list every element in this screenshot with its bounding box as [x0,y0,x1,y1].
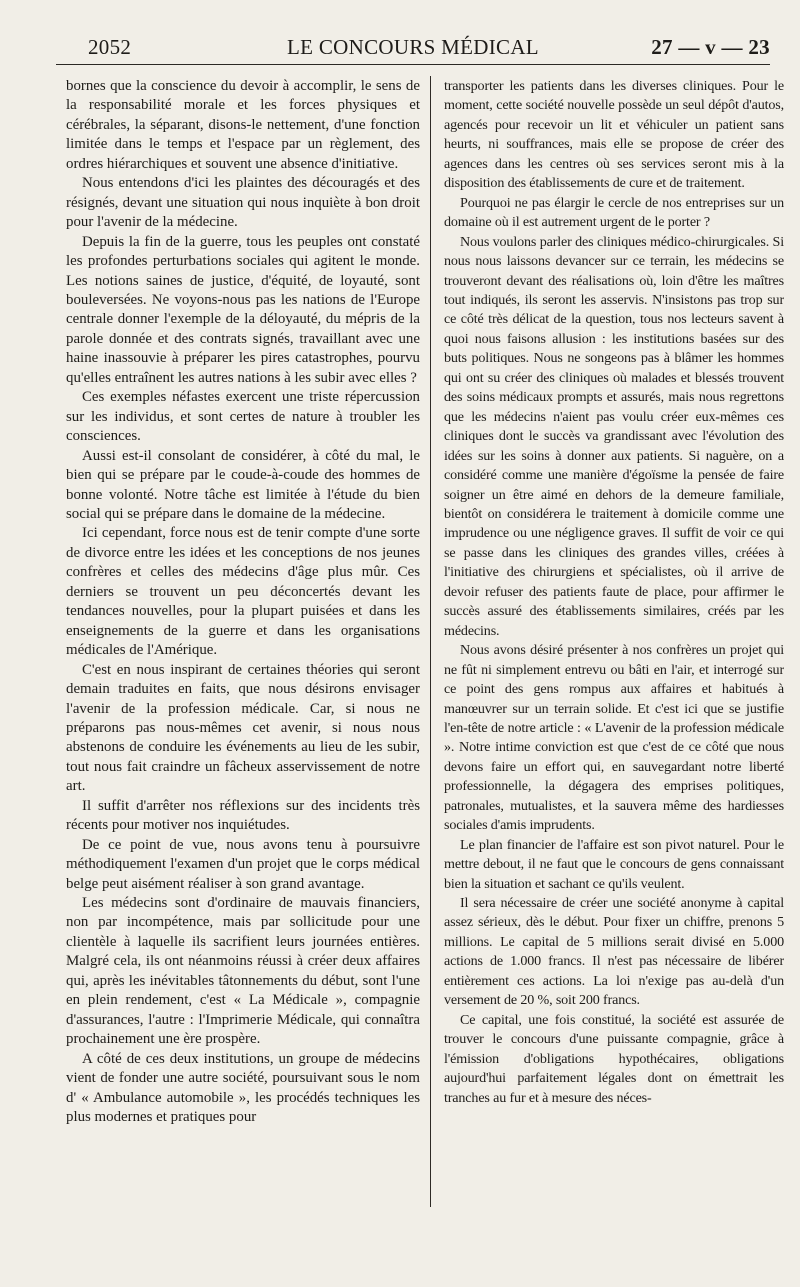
paragraph: bornes que la conscience du devoir à accomplir, le sens de la responsabilité morale et les forces physiques et cérébrales, la séparant, disons-le nettement, d'une fonction limitée dans le temps et l'espace par un règlement, des ordres hiérarchiques et souvent une absence d'initiative. [66,78,420,172]
paragraph: De ce point de vue, nous avons tenu à poursuivre méthodiquement l'examen d'un projet que le corps médical belge peut aisément réaliser à son grand avantage. [66,836,420,892]
paragraph: Nous voulons parler des cliniques médico-chirurgicales. Si nous nous laissons devancer sur ce terrain, les médecins se trouveront devant des réalisations où, loin d'être les maîtres tout indiqués, ils seront les asservis. N'insistons pas trop sur ce côté très délicat de la question, tous nos lecteurs savent à quoi nous faisons allusion : les institutions basées sur des buts politiques. Nous ne songeons pas à blâmer les hommes qui ont su créer des cliniques où malades et blessés trouvent des soins médicaux prompts et assurés, mais nous regrettons que les médecins n'aient pas voulu créer eux-mêmes ces cliniques dont le succès va grandissant avec l'évolution des idées sur les soins à donner aux patients. Si naguère, on a considéré comme une manière d'égoïsme la pensée de faire soigner un être aimé en dehors de la demeure familiale, bientôt on considérera le traitement à domicile comme une imprudence ou une négligence graves. Il suffit de voir ce qui se passe dans les cliniques des grandes villes, créées à l'initiative des chirurgiens et spécialistes, où il arrive de devoir refuser des patients faute de place, pour affirmer le succès assuré des établissements similaires, créés par les médecins. [444,233,784,639]
paragraph: Il suffit d'arrêter nos réflexions sur des incidents très récents pour motiver nos inquiétudes. [66,797,420,834]
paragraph: Ce capital, une fois constitué, la société est assurée de trouver le concours d'une puissante compagnie, grâce à l'émission d'obligations hypothécaires, obligations aujourd'hui parfaitement légales dont on émettrait les tranches au fur et à mesure des néces- [444,1011,784,1106]
page-number: 2052 [88,35,132,59]
paragraph: transporter les patients dans les diverses cliniques. Pour le moment, cette société nouvelle possède un seul dépôt d'autos, agencés pour recevoir un lit et véhiculer un patient sans heurts, ni souffrances, mais elle se propose de créer des agences dans les centres où ses services seront mis à la disposition des établissements de cure et de traitement. [444,78,784,192]
paragraph: Pourquoi ne pas élargir le cercle de nos entreprises sur un domaine où il est autrement urgent de le porter ? [444,194,784,231]
left-column [66,77,420,1212]
paragraph: C'est en nous inspirant de certaines théories qui seront demain traduites en faits, que nous désirons envisager l'avenir de la profession médicale. Car, si nous ne préparons pas nous-mêmes cet avenir, si nous nous abstenons de conduire les événements au lieu de les subir, tout nous fait craindre un fâcheux asservissement de notre art. [66,661,420,795]
paragraph: A côté de ces deux institutions, un groupe de médecins vient de fonder une autre société, poursuivant sous le nom d' « Ambulance automobile », les procédés techniques les plus modernes et pratiques pour [66,1050,420,1126]
paragraph: Ici cependant, force nous est de tenir compte d'une sorte de divorce entre les idées et les conceptions de nos jeunes confrères et celles des médecins d'âge plus mûr. Ces derniers se trouvent un peu déconcertés devant les tendances nouvelles, pour la plupart puisées et dans les enseignements de la guerre et dans les organisations médicales de l'Amérique. [66,525,420,659]
paragraph: Nous avons désiré présenter à nos confrères un projet qui ne fût ni simplement entrevu ou bâti en l'air, et interrogé sur ce point des gens rompus aux affaires et habitués à manœuvrer sur un terrain solide. Et c'est ici que se justifie l'en-tête de notre article : « L'avenir de la profession médicale ». Notre intime conviction est que c'est de ce côté que nous devons faire un effort qui, en sauvegardant notre liberté professionnelle, la dégagera des emprises politiques, patronales, mutualistes, et la sauvera même des hardiesses sociales d'amis imprudents. [444,642,784,834]
paragraph: Le plan financier de l'affaire est son pivot naturel. Pour le mettre debout, il ne faut que le concours de gens connaissant bien la situation et sachant ce qu'ils veulent. [444,836,784,892]
column-divider [430,76,431,1207]
paragraph: Aussi est-il consolant de considérer, à côté du mal, le bien qui se prépare par le coude-à-coude des hommes de bonne volonté. Notre tâche est limitée à l'étude du bien social qui se prépare dans le domaine de la médecine. [66,447,420,522]
journal-title: LE CONCOURS MÉDICAL [287,35,539,59]
right-column [444,77,784,1212]
paragraph: Depuis la fin de la guerre, tous les peuples ont constaté les profondes perturbations sociales qui agitent le monde. Les notions saines de justice, d'équité, de loyauté, sont bouleversées. Ne voyons-nous pas les nations de l'Europe centrale donner l'exemple de la déloyauté, du mépris de la parole donnée et des contrats signés, travaillant avec une haine inassouvie à préparer les pires catastrophes, pourvu qu'elles entraînent les autres nations à les subir avec elles ? [66,233,420,386]
paragraph: Nous entendons d'ici les plaintes des découragés et des résignés, devant une situation qui nous inquiète à bon droit pour l'avenir de la médecine. [66,175,420,231]
paragraph: Ces exemples néfastes exercent une triste répercussion sur les individus, et sont certes de nature à troubler les consciences. [66,389,420,445]
paragraph: Les médecins sont d'ordinaire de mauvais financiers, non par incompétence, mais par sollicitude pour une clientèle à laquelle ils sacrifient leurs journées entières. Malgré cela, ils ont néanmoins réussi à créer deux affaires qui, après les inévitables tâtonnements du début, sont l'une en plein rendement, c'est « La Médicale », compagnie d'assurances, l'autre : l'Imprimerie Médicale, qui connaîtra prochainement une ère prospère. [66,895,420,1048]
running-header [56,30,770,65]
issue-date: 27 — v — 23 [651,35,770,59]
paragraph: Il sera nécessaire de créer une société anonyme à capital assez sérieux, dès le début. Pour fixer un chiffre, prenons 5 millions. Le capital de 5 millions serait divisé en 5.000 actions de 1.000 francs. Il n'est pas nécessaire de libérer entièrement ces actions. La loi n'exige pas au-delà d'un versement de 20 %, soit 200 francs. [444,895,784,1009]
